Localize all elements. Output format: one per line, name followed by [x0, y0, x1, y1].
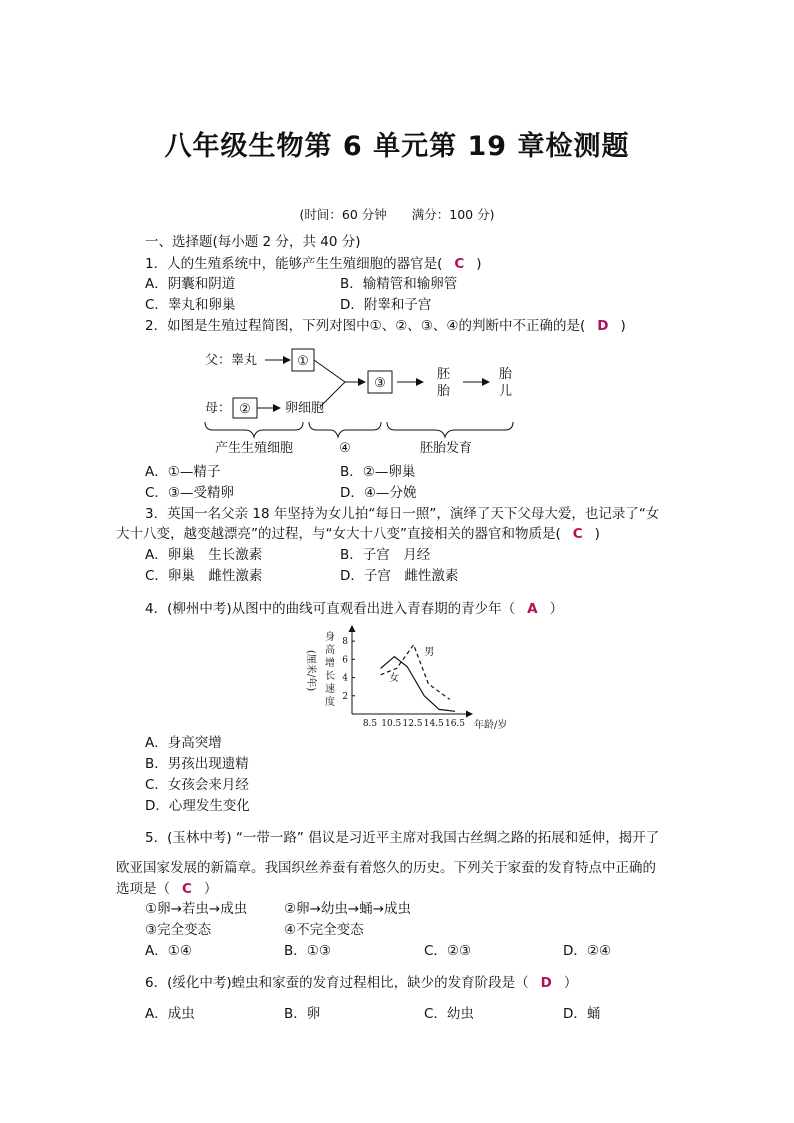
option-c: C．幼虫 — [424, 1006, 474, 1022]
legend-female: 女 — [389, 673, 400, 685]
question-5-line2: 欧亚国家发展的新篇章。我国织丝养蚕有着悠久的历史。下列关于家蚕的发育特点中正确的 — [116, 860, 656, 876]
option-c: C．②③ — [424, 943, 472, 959]
paren: ） — [203, 881, 218, 897]
question-stem: 大十八变，越变越漂亮”的过程，与“女大十八变”直接相关的器官和物质是( — [116, 526, 561, 542]
series-line-male — [381, 645, 450, 700]
x-tick-label: 12.5 — [402, 719, 423, 729]
option-b: B．卵 — [284, 1006, 321, 1022]
answer: C — [572, 526, 583, 542]
x-axis-label: 年龄/岁 — [474, 720, 508, 731]
option-a: A．卵巢 生长激素 — [145, 547, 263, 563]
box-2-label: ② — [239, 402, 251, 417]
y-axis-label-char: 增 — [325, 658, 335, 669]
y-tick-label: 8 — [342, 637, 348, 648]
statement-2: ②卵→幼虫→蛹→成虫 — [284, 901, 412, 917]
section-heading: 一、选择题(每小题 2 分，共 40 分) — [145, 234, 361, 250]
option-d: D．心理发生变化 — [145, 798, 250, 814]
option-d: D．蛹 — [563, 1006, 601, 1022]
y-tick-label: 4 — [342, 673, 348, 684]
egg-label: 卵细胞 — [285, 401, 325, 416]
question-5-line1: 5．(玉林中考) “一带一路” 倡议是习近平主席对我国古丝绸之路的拓展和延伸，揭开了 — [145, 830, 660, 846]
option-c: C．③—受精卵 — [145, 485, 235, 501]
paren: ） — [563, 975, 578, 991]
x-tick-label: 8.5 — [362, 719, 378, 729]
brace — [205, 422, 303, 437]
answer: C — [182, 881, 192, 897]
option-a: A．阴囊和阴道 — [145, 276, 236, 292]
y-axis-unit: (厘米/年) — [305, 650, 316, 692]
option-c: C．卵巢 雌性激素 — [145, 568, 263, 584]
brace-label: ④ — [339, 441, 351, 456]
option-a: A．①—精子 — [145, 464, 221, 480]
answer: D — [540, 975, 552, 991]
paren: ) — [594, 526, 600, 542]
brace-label: 胚胎发育 — [420, 441, 473, 456]
fetus-label: 胎 — [499, 367, 513, 382]
question-5-line3 — [116, 879, 217, 899]
embryo-label: 胎 — [437, 384, 451, 399]
page-title: 八年级生物第 6 单元第 19 章检测题 — [164, 131, 630, 162]
option-a: A．①④ — [145, 943, 192, 959]
y-tick-label: 2 — [342, 691, 348, 702]
father-label: 父：睾丸 — [205, 353, 258, 368]
answer: A — [527, 601, 538, 617]
question-stem: 选项是（ — [116, 881, 170, 897]
option-b: B．②—卵巢 — [340, 464, 416, 480]
question-3-line1: 3．英国一名父亲 18 年坚持为女儿拍“每日一照”，演绎了天下父母大爱，也记录了“女 — [145, 506, 660, 522]
option-c: C．女孩会来月经 — [145, 777, 249, 793]
question-stem: 6．(绥化中考)蝗虫和家蚕的发育过程相比，缺少的发育阶段是（ — [145, 975, 529, 991]
box-3-label: ③ — [374, 376, 386, 391]
option-b: B．①③ — [284, 943, 331, 959]
y-axis-label-char: 高 — [325, 645, 335, 656]
statement-1: ①卵→若虫→成虫 — [145, 901, 248, 917]
brace — [387, 422, 513, 437]
option-a: A．身高突增 — [145, 735, 222, 751]
brace-label: 产生生殖细胞 — [215, 441, 294, 456]
question-2 — [145, 316, 626, 336]
y-axis-label-char: 身 — [325, 632, 335, 643]
question-stem: 4．(柳州中考)从图中的曲线可直观看出进入青春期的青少年（ — [145, 601, 516, 617]
y-axis-label-char: 长 — [325, 671, 335, 682]
question-1 — [145, 254, 482, 274]
option-c: C．睾丸和卵巢 — [145, 297, 236, 313]
connector-line — [321, 382, 345, 406]
embryo-label: 胚 — [437, 367, 451, 382]
paren: ) — [476, 256, 482, 272]
connector-line — [314, 360, 345, 382]
fetus-label: 儿 — [499, 384, 513, 399]
growth-chart — [300, 622, 530, 734]
time-info: (时间：60 分钟 满分：100 分) — [299, 207, 495, 222]
y-tick-label: 6 — [342, 655, 348, 666]
answer: D — [597, 318, 609, 334]
option-d: D．④—分娩 — [340, 485, 417, 501]
question-stem: 2．如图是生殖过程简图，下列对图中①、②、③、④的判断中不正确的是( — [145, 318, 586, 334]
x-tick-label: 10.5 — [381, 719, 402, 729]
mother-label: 母： — [205, 401, 232, 416]
answer: C — [454, 256, 465, 272]
question-6 — [145, 973, 577, 993]
y-axis-label-char: 度 — [325, 697, 335, 708]
legend-male: 男 — [424, 646, 435, 658]
x-tick-label: 16.5 — [444, 719, 466, 729]
y-axis-label-char: 速 — [325, 684, 335, 695]
paren: ） — [549, 601, 564, 617]
reproduction-diagram — [195, 342, 525, 457]
paren: ) — [620, 318, 626, 334]
option-d: D．子宫 雌性激素 — [340, 568, 459, 584]
brace — [309, 422, 381, 437]
question-3-line2 — [116, 524, 600, 544]
statement-3: ③完全变态 — [145, 922, 212, 938]
option-b: B．男孩出现遗精 — [145, 756, 249, 772]
option-b: B．子宫 月经 — [340, 547, 431, 563]
option-a: A．成虫 — [145, 1006, 195, 1022]
option-b: B．输精管和输卵管 — [340, 276, 458, 292]
option-d: D．附睾和子宫 — [340, 297, 432, 313]
option-d: D．②④ — [563, 943, 612, 959]
x-tick-label: 14.5 — [423, 719, 444, 729]
question-stem: 1．人的生殖系统中，能够产生生殖细胞的器官是( — [145, 256, 443, 272]
statement-4: ④不完全变态 — [284, 922, 364, 938]
box-1-label: ① — [297, 354, 309, 369]
question-4 — [145, 599, 563, 619]
